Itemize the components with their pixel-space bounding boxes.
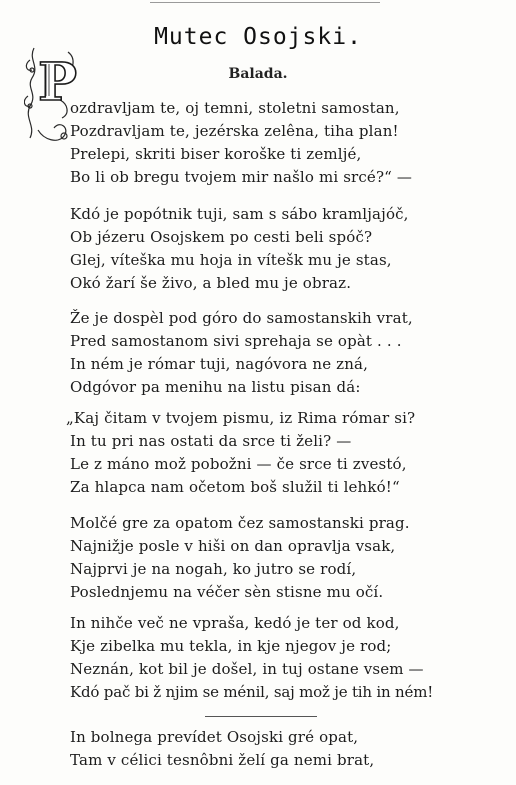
verse-line: Za hlapca nam očetom boš služil ti lehkó!“	[70, 478, 400, 496]
stanza-2	[70, 203, 409, 295]
verse-line: Okó žarí še živo, a bled mu je obraz.	[70, 274, 352, 292]
verse-line: Kje zibelka mu tekla, in kje njegov je rod;	[70, 637, 392, 655]
verse-line: Tam v célici tesnôbni želí ga nemi brat,	[70, 751, 375, 769]
verse-line: Prelepi, skriti biser koroške ti zemljé,	[70, 145, 362, 163]
verse-line: Kdó pač bi ž njim se ménil, saj mož je tih in ném!	[70, 683, 434, 701]
verse-line: Glej, víteška mu hoja in vítešk mu je stas,	[70, 251, 392, 269]
verse-line: „Kaj čitam v tvojem pismu, iz Rima rómar si?	[66, 409, 416, 427]
verse-line: In bolnega prevídet Osojski gré opat,	[70, 728, 359, 746]
stanza-4	[66, 407, 416, 499]
verse-line: Bo li ob bregu tvojem mir našlo mi srcé?“ —	[70, 168, 413, 186]
poem-title: Mutec Osojski.	[154, 24, 362, 50]
verse-line: In nihče več ne vpraša, kedó je ter od kod,	[70, 614, 400, 632]
verse-line: Že je dospèl pod góro do samostanskih vrat,	[70, 309, 413, 327]
verse-line: Odgóvor pa menihu na listu pisan dá:	[70, 378, 361, 396]
verse-line: In ném je rómar tuji, nagóvora ne zná,	[70, 355, 369, 373]
stanza-5	[70, 512, 410, 604]
verse-line: Molčé gre za opatom čez samostanski prag.	[70, 514, 410, 532]
stanza-7	[70, 726, 374, 772]
stanza-1	[70, 97, 412, 189]
verse-line: Neznán, kot bil je došel, in tuj ostane vsem —	[70, 660, 424, 678]
stanza-3	[70, 307, 413, 399]
verse-line: Najnižje posle v hiši on dan opravlja vsak,	[70, 537, 396, 555]
verse-line: Le z máno mož pobožni — če srce ti zvestó,	[70, 455, 407, 473]
verse-line: Pred samostanom sivi sprehaja se opàt . . .	[70, 332, 402, 350]
poem-subtitle: Balada.	[228, 66, 288, 82]
initial-letter: P	[38, 52, 78, 113]
verse-line: Kdó je popótnik tuji, sam s sábo kramljajóč,	[70, 205, 409, 223]
stanza-6	[70, 612, 433, 704]
verse-line: ozdravljam te, oj temni, stoletni samostan,	[70, 99, 400, 117]
verse-line: Ob jézeru Osojskem po cesti beli spóč?	[70, 228, 373, 246]
section-divider	[205, 716, 317, 717]
verse-line: Najprvi je na nogah, ko jutro se rodí,	[70, 560, 357, 578]
verse-line: Poslednjemu na véčer sèn stisne mu očí.	[70, 583, 384, 601]
verse-line: Pozdravljam te, jezérska zelêna, tiha plan!	[70, 122, 399, 140]
verse-line: In tu pri nas ostati da srce ti želi? —	[70, 432, 352, 450]
top-border-line	[150, 2, 380, 3]
